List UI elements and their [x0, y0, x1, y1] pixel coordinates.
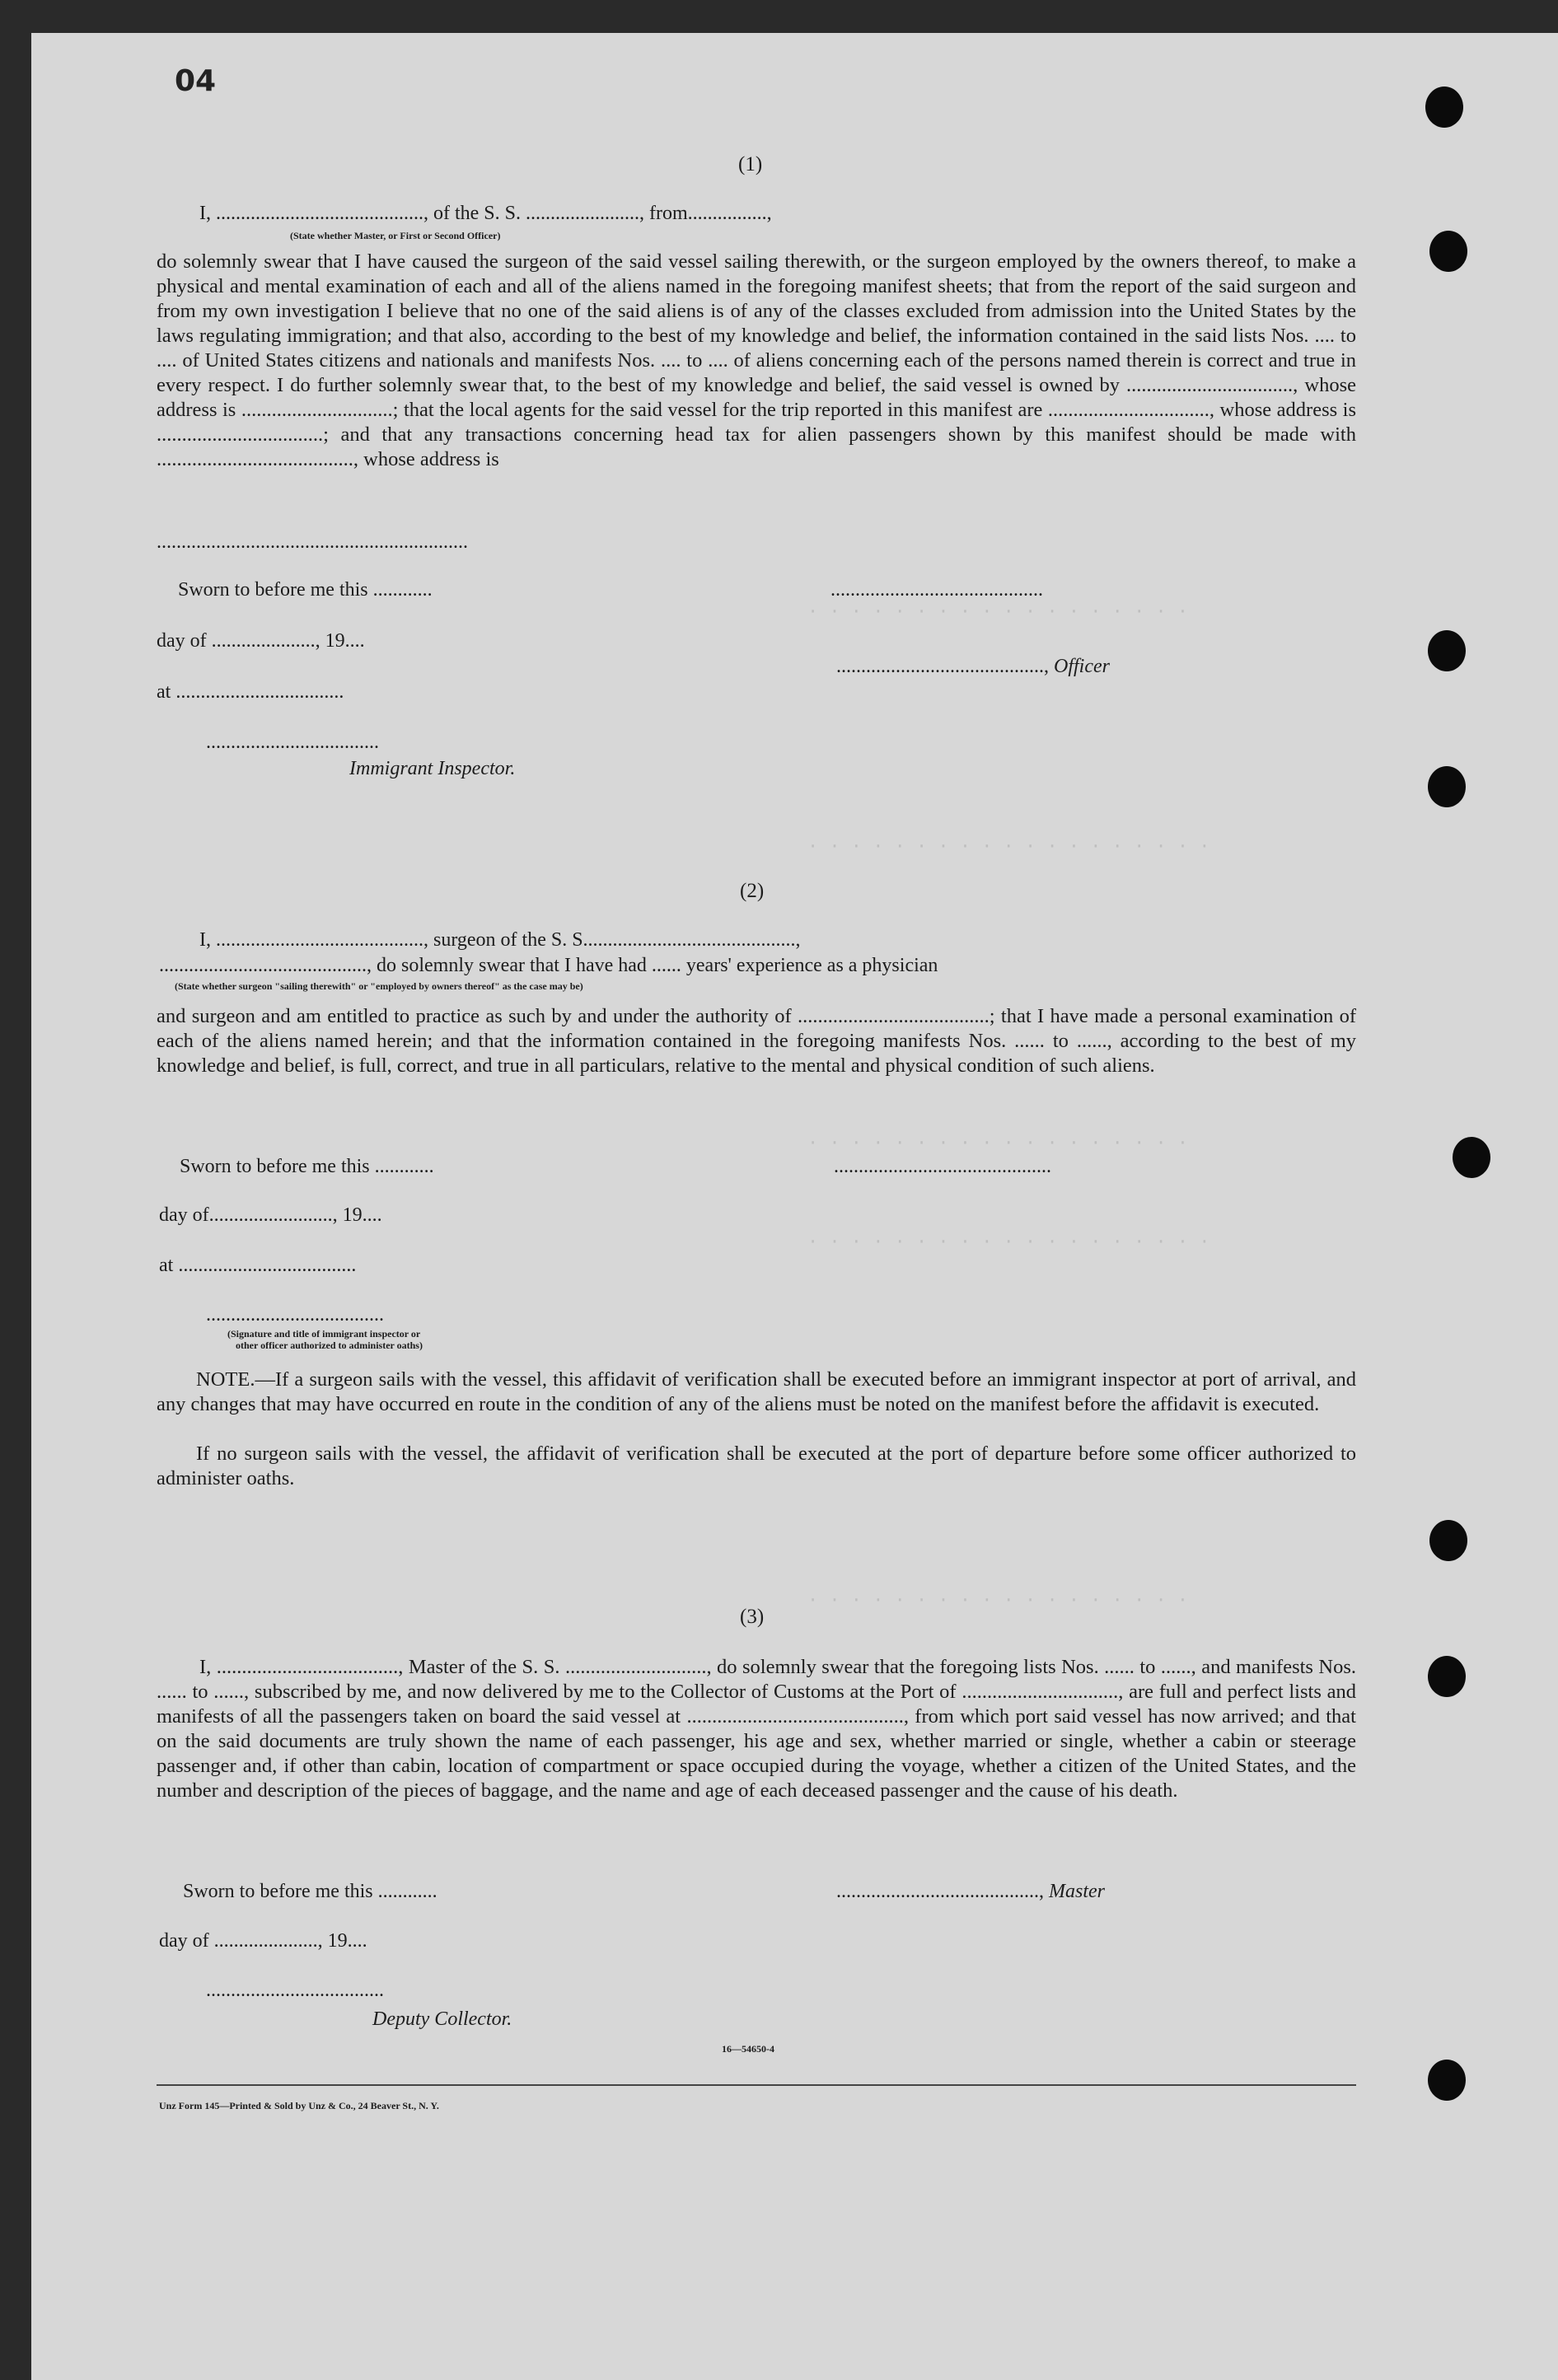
section-1-oath-paragraph: do solemnly swear that I have caused the surgeon of the said vessel sailing therewith, or the surgeon employed by the owners thereof, to make a physical and mental examination of each and all of the aliens named in the foregoing manifest sheets; that from the report of the said surgeon and from my own investigation I believe that no one of the said aliens is of any of the classes excluded from admission into the United States by the laws regulating immigration; and that also, according to the best of my knowledge and belief, the information contained in the said lists Nos. .... to .... of United States citizens and nationals and manifests Nos. .... to .... of aliens concerning each of the persons named therein is correct and true in every respect. I do further solemnly swear that, to the best of my knowledge and belief, the said vessel is owned by ................................., whose address is ..............................; that the local agents for the said vessel for the trip reported in this manifest are ................................, whose address is .................................; and that any transactions concerning head tax for alien passengers shown by this manifest should be made with ......................................., whose address is: [157, 250, 1356, 470]
section-3-master-signature: [836, 1881, 1105, 1903]
section-3-oath-paragraph: I, ...................................., Master of the S. S. ............................, do solemnly swear that the foregoing lists Nos. ...... to ......, and manifests Nos. ...... to ......, subscribed by me, and now delivered by me to the Collector of Customs at the Port of ..............................., are full and perfect lists and manifests of all the passengers taken on board the said vessel at ..........................................., from which port said vessel has now arrived; and that on the said documents are truly shown the name of each passenger, his age and sex, whether married or single, whether a cabin or steerage passenger and, if other than cabin, location of compartment or space occupied during the voyage, whether a citizen of the United States, and the number and description of the pieces of baggage, and the name and age of each deceased passenger and the cause of his death.: [157, 1656, 1356, 1802]
section-2-signature-note-2: other officer authorized to administer oaths): [236, 1340, 423, 1351]
note-paragraph-2: If no surgeon sails with the vessel, the affidavit of verification shall be executed at the port of departure before some officer authorized to administer oaths.: [157, 1442, 1356, 1489]
section-1-at: at ..................................: [157, 681, 344, 703]
form-code: 16—54650-4: [722, 2043, 774, 2055]
punch-hole: [1429, 1520, 1467, 1561]
section-1-day-of: day of ....................., 19....: [157, 630, 365, 652]
handwritten-mark: 04: [175, 64, 217, 98]
punch-hole: [1428, 2060, 1466, 2101]
punch-hole: [1453, 1137, 1490, 1178]
bleed-through-text: · · · · · · · · · · · · · · · · · · ·: [807, 836, 1210, 857]
section-2-surgeon-note: (State whether surgeon "sailing therewith" or "employed by owners thereof" as the case may be): [175, 980, 583, 992]
section-1-right-dots: ...........................................: [830, 579, 1043, 601]
bleed-through-text: · · · · · · · · · · · · · · · · · ·: [807, 601, 1189, 622]
note-paragraph-1: NOTE.—If a surgeon sails with the vessel, this affidavit of verification shall be executed before an immigrant inspector at port of arrival, and any changes that may have occurred en route in the condition of any of the aliens must be noted on the manifest before the affidavit is executed.: [157, 1368, 1356, 1415]
immigrant-inspector-title: Immigrant Inspector.: [349, 758, 516, 779]
bleed-through-text: · · · · · · · · · · · · · · · · · · ·: [807, 1232, 1210, 1252]
section-2-signature-note-1: (Signature and title of immigrant inspector or: [227, 1328, 421, 1340]
section-2-day-of: day of........................., 19....: [159, 1204, 382, 1226]
section-2-signature-line: ....................................: [206, 1304, 384, 1326]
section-3-sworn: Sworn to before me this ............: [183, 1881, 437, 1902]
master-title: Master: [1049, 1881, 1105, 1902]
punch-hole: [1429, 231, 1467, 272]
punch-hole: [1425, 87, 1463, 128]
punch-hole: [1428, 1656, 1466, 1697]
footer-rule: [157, 2084, 1356, 2086]
section-3-day-of: day of ....................., 19....: [159, 1930, 367, 1952]
punch-hole: [1428, 766, 1466, 807]
section-1-declarant-note: (State whether Master, or First or Second Officer): [290, 230, 501, 241]
section-1-dots-line: ...............................................................: [157, 531, 468, 553]
section-2-right-dots: ............................................: [834, 1156, 1051, 1177]
officer-line: ..........................................,: [836, 656, 1054, 677]
bleed-through-text: · · · · · · · · · · · · · · · · · ·: [807, 1590, 1189, 1611]
master-line: .........................................,: [836, 1881, 1049, 1902]
deputy-collector-title: Deputy Collector.: [372, 2008, 512, 2030]
bleed-through-text: · · · · · · · · · · · · · · · · · ·: [807, 1133, 1189, 1153]
section-1-declarant-line: I, .........................................., of the S. S. ......................., from................,: [199, 203, 772, 224]
section-2-oath-paragraph: and surgeon and am entitled to practice as such by and under the authority of ......................................; that I have made a personal examination of each of the aliens named herein; and that the information contained in the foregoing manifests Nos. ...... to ......, according to the best of my knowledge and belief, is full, correct, and true in all particulars, relative to the mental and physical condition of such aliens.: [157, 1005, 1356, 1077]
section-2-sworn: Sworn to before me this ............: [180, 1156, 434, 1177]
section-1-officer-signature: [836, 656, 1110, 678]
section-2-number: (2): [740, 880, 765, 902]
section-2-experience-line: .........................................., do solemnly swear that I have had ...... years' experience as a physician: [159, 955, 938, 976]
officer-title: Officer: [1054, 656, 1110, 677]
section-3-signature-line: ....................................: [206, 1980, 384, 2001]
section-1-number: (1): [738, 153, 763, 175]
section-2-surgeon-line: I, .........................................., surgeon of the S. S...........................................,: [199, 929, 801, 951]
punch-hole: [1428, 630, 1466, 671]
section-3-number: (3): [740, 1606, 765, 1628]
section-1-signature-line: ...................................: [206, 732, 379, 753]
section-2-at: at ....................................: [159, 1255, 357, 1276]
printer-imprint: Unz Form 145—Printed & Sold by Unz & Co., 24 Beaver St., N. Y.: [159, 2100, 439, 2111]
section-1-sworn: Sworn to before me this ............: [178, 579, 433, 601]
